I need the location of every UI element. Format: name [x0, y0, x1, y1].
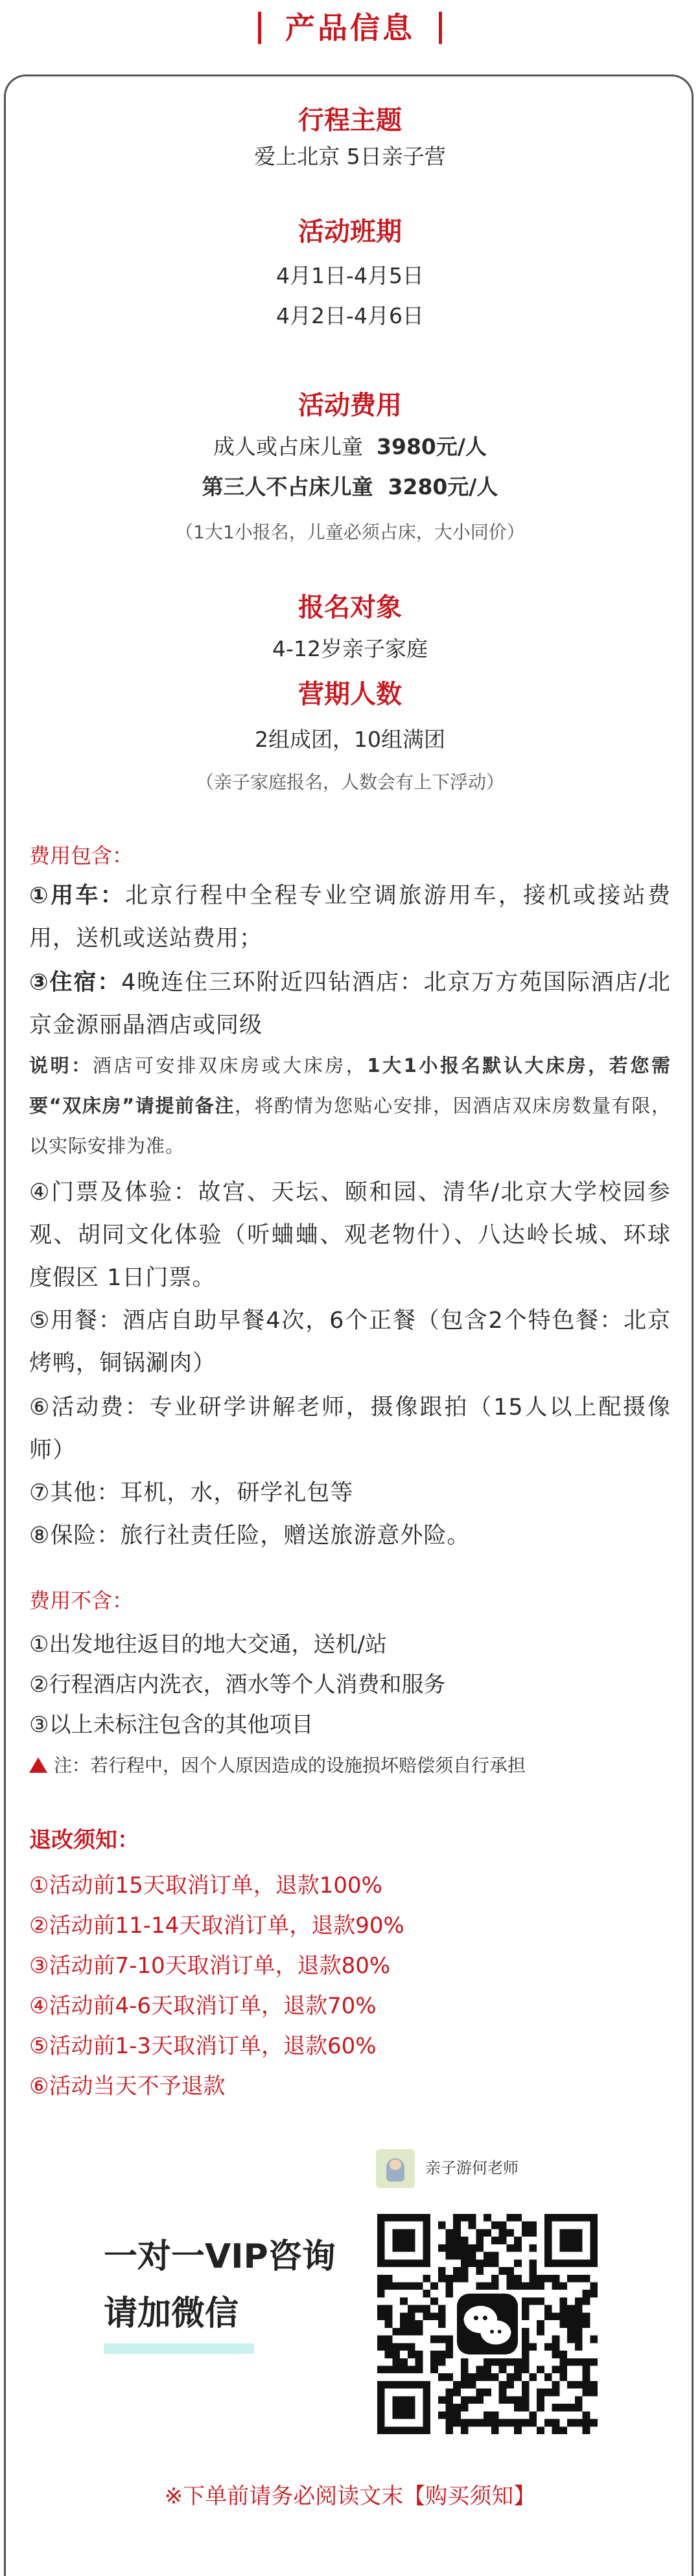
- fee-line-1: [0, 431, 700, 462]
- group-value: 2组成团，10组满团: [255, 727, 445, 752]
- group-note: （亲子家庭报名，人数会有上下浮动）: [195, 771, 504, 793]
- section-header: [0, 0, 700, 58]
- refund-item: ②活动前11-14天取消订单，退款90%: [29, 1913, 404, 1939]
- include-other: ⑦其他：耳机，水，研学礼包等: [29, 1480, 354, 1506]
- consult-line-2: 请加微信: [104, 2294, 239, 2333]
- target-title: 报名对象: [298, 593, 402, 622]
- exclude-note: 注：若行程中，因个人原因造成的设施损坏赔偿须自行承担: [54, 1755, 526, 1776]
- refund-item: ③活动前7-10天取消订单，退款80%: [29, 1953, 391, 1979]
- fee-line-1-price: 3980元/人: [377, 434, 487, 459]
- refund-item: ⑤活动前1-3天取消订单，退款60%: [29, 2033, 377, 2059]
- include-explain-label: 说明：: [29, 1054, 93, 1077]
- highlight-underline: [104, 2343, 254, 2354]
- consult-line-1: 一对一VIP咨询: [104, 2237, 336, 2276]
- exclude-item: ①出发地往返目的地大交通，送机/站: [29, 1632, 387, 1658]
- fee-note: （1大1小报名，儿童必须占床，大小同价）: [175, 521, 525, 543]
- include-car-label: ①用车：: [29, 883, 126, 909]
- fee-line-1-label: 成人或占床儿童: [213, 434, 364, 459]
- header-bar-right: [439, 12, 442, 44]
- theme-value: 爱上北京 5日亲子营: [254, 144, 446, 169]
- avatar: [376, 2149, 415, 2188]
- include-explain-text-2: ，将酌情为您贴心安排，因酒店双床房数量有限，以实际安排为准。: [29, 1095, 671, 1157]
- fee-line-2: [0, 472, 700, 503]
- include-explain-bold: 1大1小报名默认大床房，若您需要“双床房”请提前备注: [29, 1054, 671, 1117]
- refund-item: ④活动前4-6天取消订单，退款70%: [29, 1993, 377, 2019]
- exclude-heading: 费用不含：: [29, 1588, 134, 1613]
- include-explain: [29, 1045, 671, 1166]
- contact-name: 亲子游何老师: [425, 2159, 519, 2177]
- refund-item: ⑥活动当天不予退款: [29, 2073, 226, 2099]
- wechat-qr-code[interactable]: [377, 2214, 598, 2434]
- refund-item: ①活动前15天取消订单，退款100%: [29, 1873, 382, 1898]
- section-title: 产品信息: [285, 10, 415, 45]
- schedule-date-1: 4月1日-4月5日: [276, 263, 424, 288]
- wechat-icon: [457, 2294, 518, 2354]
- include-insurance: ⑧保险：旅行社责任险，赠送旅游意外险。: [29, 1523, 471, 1549]
- include-hotel: [29, 961, 671, 1047]
- refund-heading: 退改须知：: [29, 1827, 139, 1853]
- exclude-item: ③以上未标注包含的其他项目: [29, 1712, 314, 1738]
- fee-line-2-price: 3280元/人: [388, 474, 498, 499]
- include-explain-text-1: 酒店可安排双床房或大床房，: [92, 1054, 368, 1077]
- group-title: 营期人数: [298, 679, 402, 709]
- include-hotel-text: 4晚连住三环附近四钻酒店：北京万方苑国际酒店/北京金源丽晶酒店或同级: [29, 970, 671, 1038]
- include-tickets: ④门票及体验：故宫、天坛、颐和园、清华/北京大学校园参观、胡同文化体验（听蛐蛐、观老物什）、八达岭长城、环球度假区 1日门票。: [29, 1180, 671, 1291]
- fee-title: 活动费用: [298, 391, 402, 420]
- include-hotel-label: ③住宿：: [29, 970, 122, 996]
- include-activity: ⑥活动费：专业研学讲解老师，摄像跟拍（15人以上配摄像师）: [29, 1395, 671, 1463]
- schedule-title: 活动班期: [298, 217, 402, 247]
- exclude-item: ②行程酒店内洗衣，酒水等个人消费和服务: [29, 1672, 446, 1698]
- target-value: 4-12岁亲子家庭: [272, 636, 428, 661]
- exclude-note-row: [29, 1753, 671, 1779]
- schedule-date-2: 4月2日-4月6日: [276, 303, 424, 328]
- footer-notice: ※下单前请务必阅读文末【购买须知】: [164, 2483, 536, 2509]
- include-car: [29, 874, 671, 960]
- include-car-text: 北京行程中全程专业空调旅游用车，接机或接站费用，送机或送站费用；: [29, 883, 671, 952]
- theme-title: 行程主题: [298, 106, 402, 135]
- include-heading: 费用包含：: [29, 843, 134, 868]
- triangle-warning-icon: [29, 1757, 47, 1773]
- include-meals: ⑤用餐：酒店自助早餐4次，6个正餐（包含2个特色餐：北京烤鸭，铜锅涮肉）: [29, 1308, 671, 1376]
- fee-line-2-label: 第三人不占床儿童: [202, 474, 373, 499]
